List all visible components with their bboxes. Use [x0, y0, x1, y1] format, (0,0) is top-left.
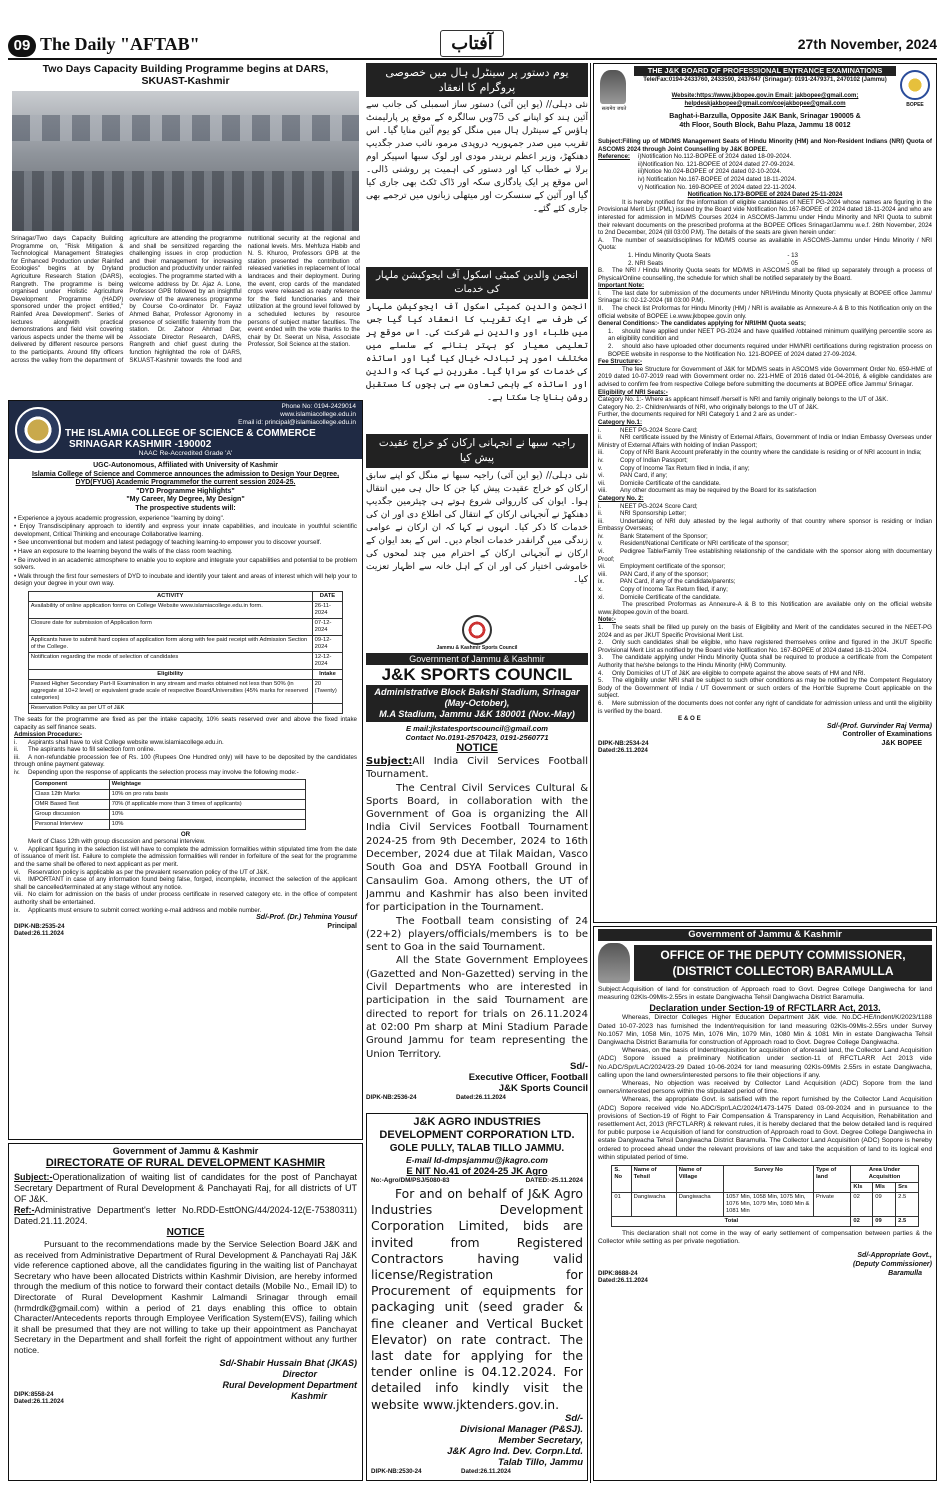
table-row	[28, 601, 343, 618]
rural-dated: Dated:26.11.2024	[14, 1397, 64, 1405]
dc-para-4: Whereas, the appropriate Govt. is satisfied with the report furnished by the Collector Land Acquisition (ADC) Sopore received vide No.ADC/Spr/LAC/2024/1473-1475 Dated 03-09-2024 and in pursuance to the provisions of Section-19 of Right to Fair Compensation & Transparency in Land Acquisition, Rehabilitation and resettlement Act, 2013 (RFCTLARR) & relevant rules, it is hereby declared that the below detailed land is required for public purpose i.e Acquisition of land for construction of Approach road to Govt. Degree College Dangiwecha in estate Dangiwacha Tehsil Dangiwacha District Baramulla. The Collector Land Acquisition (ADC) Sopore is hereby ordered to proceed ahead under the relevant provisions of law and take the acquisition of land to its logical end within stipulated period of time.	[598, 1096, 932, 1161]
list-item: iv. Depending upon the response of applicants the selection process may involve the following mode:-	[14, 769, 299, 777]
list-item: • Experience a joyous academic progression, experience "learning by doing".	[14, 514, 225, 522]
table-cell: 70% (if applicable more than 3 times of applicants)	[109, 799, 306, 809]
emblem-icon	[598, 943, 630, 983]
agro-dated: Dated:26.11.2024	[461, 1467, 511, 1475]
dc-baramulla-declaration	[593, 926, 937, 1481]
agro-enit: E NIT No.41 of 2024-25 JK Agro	[406, 1166, 548, 1177]
list-item: v. Applicant figuring in the selection list will have to complete the admission formalities within stipulated time from the date of issuance of merit list. Failure to complete the admission formalities will render in forfeiture of the seat for the programme and the same shall be offered to next applicant as per merit.	[14, 845, 357, 869]
bopee-addr-2: 4th Floor, South Block, Bahu Plaza, Jammu 18 0012	[679, 122, 851, 129]
table-row	[33, 799, 306, 809]
islamia-h4: "My Career, My Degree, My Design"	[126, 496, 245, 504]
agro-body: For and on behalf of J&K Agro Industries Development Corporation Limited, bids are invited from Registered Contractors having valid license/Registration for Procurement of equipments for packaging unit (seed grader & fine cleaner and Vertical Bucket Elevator) on rate contract. The last date for applying for the tender online is 04.12.2024. For detailed info kindly visit the website www.jktenders.gov.in.	[371, 1186, 583, 1412]
table-row	[612, 1217, 918, 1227]
column-divider	[590, 63, 591, 1483]
list-item: 1. Hindu Minority Quota Seats - 13	[628, 251, 798, 259]
list-item: • Enjoy Transdisciplinary approach to identify and express your innate capabilities, and inculcate in youthful scientific development, Critical Thinking and encourage Collaborative learning.	[14, 523, 357, 538]
bopee-desig-1: Controller of Examinations	[842, 731, 932, 739]
bopee-logo-caption: BOPEE	[906, 102, 924, 108]
bopee-references	[598, 153, 932, 191]
dc-dated: Dated:26.11.2024	[598, 1276, 648, 1284]
agro-sd: Sd/-	[565, 1412, 583, 1424]
list-item: 1. should have applied under NEET PG-2024 and have qualified /obtained minimum qualifying percentile score as an eligibility condition and	[608, 327, 932, 343]
islamia-highlights-list	[14, 515, 357, 588]
list-item: 5. The eligibility under NRI shall be subject to such other conditions as may be notified by the Competent Regulatory Body of the Government of India / UT Government or such orders of the Hon'ble Supreme Court applicable on the subject.	[598, 677, 932, 700]
bopee-web[interactable]: Website:https://www.jkbopee.gov.in Email: jakbopee@gmail.com; helpdeskjakbopee@gmail.com/coejakbopee@gmail.com	[671, 93, 859, 107]
emblem-icon	[600, 70, 626, 104]
dc-para-5: This declaration shall not come in the way of early settlement of compensation between parties & the Collector while setting as per private negotiation.	[598, 1230, 932, 1246]
list-item: i. NEET PG-2024 Score Card;	[598, 502, 698, 510]
islamia-logo	[15, 407, 61, 453]
agro-ref-date: DATED:-25.11.2024	[525, 1177, 583, 1184]
issue-date: 27th November, 2024	[797, 36, 937, 52]
rural-ref: Ref:-Administrative Department's letter No.RDD-EsttONG/44/2024-12(E-75380311) Dated.21.11.2024.	[14, 1205, 357, 1226]
table-row	[33, 819, 306, 829]
list-item: vi. Pedigree Table/Family Tree establishing relationship of the candidate with the sponsor along with documentary Proof;	[598, 548, 932, 563]
dc-para-2: Whereas, on the basis of Indent/requisition for acquisition of aforesaid land, the Collector Land Acquisition (ADC) Sopore issued a preliminary Notification under section-11 of RFCTLARR Act 2013 vide No.ADC/Spr/LAC/2024/23-29 Dated 10-06-2024 for land measuring 02Kls-09Mls 2.55rs in estate Dangiwacha, calling upon the land owners/interested persons to file their objections if any.	[598, 1047, 932, 1079]
bopee-ref-label: Reference:	[598, 153, 630, 161]
table-header: ACTIVITY	[28, 591, 312, 601]
table-row	[28, 679, 343, 703]
list-item: • See unconventional but modern and latest pedagogy of teaching learning-to empower you to discover yourself.	[14, 539, 322, 547]
paper-name: The Daily "AFTAB"	[40, 34, 200, 54]
dc-desig-2: Baramulla	[888, 1269, 922, 1277]
islamia-signature: Sd/-Prof. (Dr.) Tehmina Yousuf	[256, 914, 357, 922]
bopee-cat2-list	[598, 503, 932, 602]
table-cell	[312, 703, 343, 713]
masthead	[8, 6, 937, 58]
table-cell: 10% on pro rata basis	[109, 789, 306, 799]
sports-org: J&K Sports Council	[498, 1082, 588, 1094]
list-item: 2. should also have uploaded other documents required under HM/NRI certifications during registration process on BOPEE website in response to the Notification No. 121-BOPEE of 2024 dated 27-09-2024.	[608, 343, 932, 358]
table-header: Name of Tehsil	[631, 1166, 676, 1193]
islamia-schedule-table	[28, 591, 344, 714]
table-cell: Closure date for submission of Application form	[28, 618, 312, 635]
table-cell: 07-12-2024	[312, 618, 343, 635]
list-item: viii. Any other document as may be required by the Board for its satisfaction	[598, 487, 817, 495]
bopee-fee-head: Fee Structure:-	[598, 358, 643, 366]
list-item: ii. The aspirants have to fill selection form online.	[14, 746, 156, 754]
dars-article	[8, 63, 363, 398]
table-header-row	[612, 1166, 918, 1183]
table-cell: Availability of online application forms on College Website www.islamiacollege.edu.in form.	[28, 601, 312, 618]
bopee-item-a: A. The number of seats/disciplines for MD/MS course as available in ASCOMS-Jammu under Hindu Minority / NRI Quota:	[598, 236, 932, 252]
islamia-designation: Principal	[327, 922, 357, 930]
sports-logo	[462, 615, 492, 645]
sports-para-2: The Football team consisting of 24 (22+2) players/officials/members is to be sent to Goa in the said Tournament.	[366, 915, 588, 954]
table-cell: 02	[851, 1193, 873, 1217]
table-cell: 12-12-2024	[312, 652, 343, 669]
bopee-cat1-list	[598, 427, 932, 495]
list-item: 3. The candidate applying under Hindu Minority Quota shall be required to produce a certificate from the Competent Authority that he/she belongs to the Hindu Minority (HM) Community.	[598, 654, 932, 669]
agro-sign-2: Member Secretary,	[498, 1434, 583, 1446]
bopee-general-head: General Conditions:- The candidates applying for NRI/HM Quota seats;	[598, 320, 806, 328]
sports-sd: Sd/-	[570, 1060, 588, 1072]
sports-contact: Contact No.0191-2570423, 0191-2560771	[405, 733, 549, 742]
dc-govt: Government of Jammu & Kashmir	[598, 929, 932, 941]
list-item: vii. Domicile Certificate of the candidate.	[598, 479, 721, 487]
dc-para-3: Whereas, No objection was received by Collector Land Acquisition (ADC) Sopore from the land owners/interested persons within the stipulated period of time.	[598, 1080, 932, 1096]
page-number-badge: 09	[8, 35, 36, 57]
bopee-seats-list	[598, 252, 798, 267]
dc-dipk: DIPK:8688-24	[598, 1269, 638, 1277]
islamia-h3: "DYD Programme Highlights"	[136, 487, 235, 495]
table-cell: 20 (Twenty)	[312, 679, 343, 703]
list-item: i. Aspirants shall have to visit College website www.islamiacollege.edu.in.	[14, 738, 224, 746]
dc-desig-1: (Deputy Commissioner)	[853, 1261, 932, 1269]
sports-sign: Executive Officer, Football	[468, 1071, 588, 1083]
bopee-addr-1: Baghat-i-Barzulla, Opposite J&K Bank, Srinagar 190005 &	[669, 113, 861, 120]
dc-title: OFFICE OF THE DEPUTY COMMISSIONER, (DISTRICT COLLECTOR) BARAMULLA	[634, 945, 932, 981]
bopee-dipk: DIPK-NB:2534-24	[598, 739, 649, 747]
list-item: 2. Only such candidates shall be eligible, who have registered themselves online and figured in the JKUT Specific Provisional Merit List as notified by the Board vide Notification No. 167-BOPEE of 2024 dated 18-11-2024.	[598, 639, 932, 654]
list-item: iii. A non-refundable procession fee of Rs. 100 (Rupees One Hundred only) will have to be deposited by the candidates through online payment gateway.	[14, 753, 357, 769]
dars-headline: Two Days Capacity Building Programme begins at DARS, SKUAST-Kashmir	[42, 63, 329, 87]
dc-land-table	[611, 1165, 918, 1227]
urdu-news-column	[366, 63, 588, 613]
table-cell: 09	[873, 1217, 896, 1227]
table-cell: 2.5	[896, 1217, 918, 1227]
table-cell: Passed Higher Secondary Part-II Examination in any stream and marks obtained not less than 50% (in aggregate at 10+2 level) or equivalent grade scale of respective Board/Universities (45% marks for reserved categories)	[28, 679, 312, 703]
list-item: iii)Notice No.024-BOPEE of 2024 dated 02-10-2024.	[638, 168, 782, 176]
list-item: 6. Mere submission of the documents does not confer any right of candidate for admission unless and until the eligibility is verified by the board.	[598, 699, 932, 715]
list-item: • Have an exposure to the learning beyond the walls of the class room teaching.	[14, 547, 233, 555]
dc-subject: Subject:Acquisition of land for construction of Approach road to Govt. Degree College Dangiwecha for land measuring 02Kls-09Mls-2.55rs in estate Dangiwacha Tehsil Dangiwacha District Baramulla.	[598, 986, 932, 1002]
urdu-article-1: نئی دہلی// (یو این آئی) دستور ساز اسمبلی کی جانب سے آئین ہند کو اپنانے کی 75ویں سالگرہ کے موقع پر پارلیمنٹ ہاؤس کے سینٹرل ہال میں منگل کو یوم آئین منایا گیا۔ اس تقریب میں صدر جمہوریہ دروپدی مرمو، نائب صدر جگدیپ دھنکھڑ، وزیر اعظم نریندر مودی اور لوک سبھا اسپیکر اوم برلا نے خطاب کیا اور دستور کی اہمیت پر روشنی ڈالی۔ اس موقع پر ایک یادگاری سکہ اور ڈاک ٹکٹ بھی جاری کیا گیا اور آئین کے سنسکرت اور میتھلی زبانوں میں ترجمے بھی جاری کئے گئے۔	[366, 100, 588, 214]
table-row	[28, 635, 343, 652]
islamia-admission-list	[14, 739, 357, 777]
sports-addr-2: M.A Stadium, Jammu J&K 180001 (Nov.-May)	[379, 709, 575, 719]
islamia-website[interactable]: www.islamiacollege.edu.in	[280, 411, 356, 418]
rural-desig-2: Rural Development Department	[222, 1379, 357, 1390]
list-item: iv) Notification No.167-BOPEE of 2024 dated 18-11-2024.	[638, 175, 797, 183]
list-item: v. Copy of Income Tax Return filed in India, if any;	[598, 464, 750, 472]
urdu-headline-2: انجمن والدین کمیٹی اسکول آف ایجوکیشن ملہار کی خدمات	[366, 267, 588, 299]
table-cell: 1057 Min, 1058 Min, 1075 Min, 1076 Min, 1079 Min, 1080 Min & 1081 Min	[723, 1193, 813, 1217]
urdu-headline-3: راجیہ سبھا نے انجہانی ارکان کو خراج عقیدت پیش کیا	[366, 434, 588, 468]
rural-desig-3: Kashmir	[290, 1390, 327, 1401]
table-header: Component	[33, 779, 110, 789]
bopee-tel: Tele/Fax:0194-2433760, 2433590, 2437647 (Srinagar): 0191-2479371, 2470102 (Jammu)	[643, 77, 887, 83]
islamia-seats-note: The seats for the programme are fixed as per the intake capacity, 10% seats reserved over and above the fixed intake capacity as self finance seats.	[14, 715, 357, 731]
agro-address: GOLE PULLY, TALAB TILLO JAMMU.	[389, 1143, 565, 1154]
urdu-article-3: نئی دہلی// (یو این آئی) راجیہ سبھا نے منگل کو اپنے سابق ارکان کو خراج عقیدت پیش کیا جن کا حال ہی میں انتقال ہوا۔ ایوان کی کارروائی شروع ہوتے ہی چیئرمین جگدیپ دھنکھڑ نے آنجہانی ارکان کے انتقال کی اطلاع دی اور ان کی خدمات کا ذکر کیا۔ انہوں نے کہا کہ ان ارکان نے عوامی زندگی میں گرانقدر خدمات انجام دیں۔ اس کے بعد ایوان کے ارکان نے آنجہانی ارکان کے احترام میں چند لمحوں کی خاموشی اختیار کی اور ان کے اہل خانہ سے اظہار تعزیت کیا۔	[366, 471, 588, 585]
bopee-para-1: It is hereby notified for the information of eligible candidates of NEET PG-2024 whose names are figuring in the Provisional Merit List (PML) issued by the Board vide Notification No.167-BOPEE of 2024 dated 18-11-2024 and who are interested for admission in MD/MS Courses 2024 in ASCOMS-Jammu under Hindu Minority and NRI Quota to submit their relevant documents on the prescribed proforma at the BOPEE Offices Srinagar/Jammu w.e.f. 26th November, 2024 to 2nd December, 2024 (till 03:00 P.M). The details of the seats are given herein under:	[598, 198, 932, 237]
sports-govt-bar: Government of Jammu & Kashmir	[366, 653, 588, 665]
table-cell: Reservation Policy as per UT of J&K	[28, 703, 312, 713]
islamia-header	[9, 401, 362, 459]
table-row	[28, 652, 343, 669]
islamia-mode-table	[32, 779, 306, 830]
bopee-logo	[900, 70, 930, 100]
table-header: DATE	[312, 591, 343, 601]
sports-para-3: All the State Government Employees (Gazetted and Non-Gazetted) serving in the Civil Departments who are interested in participation in the said Tournament are directed to report for trials on 26.11.2024 at 02:00 Pm sharp at Mini Stadium Parade Ground Jammu for team representing the Union Territory.	[366, 955, 588, 1060]
list-item: ix. PAN Card, if any of the candidate/parents;	[598, 578, 736, 586]
list-item: xi. Domicile Certificate of the candidate.	[598, 593, 721, 601]
islamia-admission-head: Admission Procedure:-	[14, 731, 83, 739]
list-item: iii. Copy of NRI Bank Account preferably in the country where the candidate is residing or of NRI account in India;	[598, 449, 922, 457]
islamia-name: THE ISLAMIA COLLEGE OF SCIENCE & COMMERCE	[65, 428, 316, 439]
table-header: Srs	[896, 1183, 918, 1193]
table-cell: 10%	[109, 809, 306, 819]
table-header-row	[28, 591, 343, 601]
bopee-eoe: E & O E	[678, 715, 701, 723]
table-cell: 2.5	[896, 1193, 918, 1217]
table-header: Survey No	[723, 1166, 813, 1193]
list-item: ii)Notification No. 121-BOPEE of 2024 dated 27-09-2024.	[638, 160, 795, 168]
rural-sign: Sd/-Shabir Hussain Bhat (JKAS)	[219, 1357, 357, 1368]
islamia-h1: UGC-Autonomous, Affiliated with University of Kashmir	[93, 462, 278, 469]
table-header-row	[33, 779, 306, 789]
islamia-or: OR	[180, 830, 191, 838]
list-item: viii. PAN Card, if any of the sponsor;	[598, 570, 709, 578]
sports-subject: Subject:All India Civil Services Football Tournament.	[366, 756, 588, 781]
list-item: • Be involved in an academic atmosphere to enable you to explore and integrate your capabilities and potential to be problem solvers.	[14, 556, 357, 572]
table-header: Area Under Acquisition	[851, 1166, 918, 1183]
islamia-merit-note: Merit of Class 12th with group discussion and personal interview.	[28, 838, 206, 846]
list-item: vii. Employment certificate of the sponsor;	[598, 563, 726, 571]
table-row	[28, 618, 343, 635]
agro-dipk: DIPK-NB:2530-24	[371, 1467, 422, 1475]
agro-industries-tender	[366, 1113, 588, 1481]
list-item: vi. Reservation policy is applicable as per the prevalent reservation policy of the UT of J&K.	[14, 868, 270, 876]
list-item: ii. NRI Sponsorship Letter;	[598, 510, 687, 518]
rural-desig-1: Director	[282, 1368, 317, 1379]
bopee-title: THE J&K BOARD OF PROFESSIONAL ENTRANCE EXAMINATIONS	[634, 66, 896, 76]
list-item: • Walk through the first four semesters of DYD to incubate and identify your talent and areas of interest which will help your to design your degree in your own way.	[14, 572, 357, 588]
dc-para-1: Whereas, Director Colleges Higher Education Department J&K vide. No.DC-HE/Indent/K/2023/1188 Dated 10-07-2023 has furnished the Indent/requisition for land measuring 02Kls-09Mls-2.55rs under Survey No.1057 Min, 1058 Min, 1075 Min, 1076 Min, 1079 Min, 1080 Min & 1081 Min in estate Dangiwacha Tehsil Dangiwacha District Baramulla for construction of Approach road to Govt. Degree College Dangiwacha.	[598, 1014, 932, 1047]
table-header: Weightage	[109, 779, 306, 789]
agro-email[interactable]: E-mail Id-dmpsjammu@jkagro.com	[406, 1155, 548, 1165]
list-item: ix. Applicants must ensure to submit correct working e-mail address and mobile number.	[14, 906, 262, 914]
sports-name: J&K SPORTS COUNCIL	[381, 665, 573, 684]
masthead-rule	[8, 58, 937, 60]
bopee-notification-no: Notification No.173-BOPEE of 2024 Dated 25-11-2024	[687, 191, 843, 199]
table-cell: Applicants have to submit hard copies of application form along with fee paid receipt with Admission Section of the College.	[28, 635, 312, 652]
bopee-elig-2: Category No. 2:- Children/wards of NRI, who originally belongs to the UT of J&K.	[598, 403, 819, 411]
table-row	[33, 809, 306, 819]
table-cell: 09	[873, 1193, 896, 1217]
list-item: x. Copy of Income Tax Return filed, if any;	[598, 586, 728, 594]
emblem-caption: सत्यमेव जयते	[601, 106, 627, 112]
rural-title: DIRECTORATE OF RURAL DEVELOPMENT KASHMIR	[45, 1157, 326, 1169]
table-cell: Dangiwacha	[631, 1193, 676, 1217]
bopee-cat2-head: Category No. 2:	[598, 494, 644, 502]
list-item: iv. Bank Statement of the Sponsor;	[598, 532, 708, 540]
rural-development-notice	[8, 1143, 363, 1481]
list-item: 2. NRI Seats - 05	[628, 259, 798, 267]
rural-govt: Government of Jammu & Kashmir	[112, 1146, 259, 1156]
table-header: Mls	[873, 1183, 896, 1193]
bopee-notification	[593, 63, 937, 923]
table-header: Name of Village	[676, 1166, 723, 1193]
rural-body: Pursuant to the recommendations made by the Service Selection Board J&K and as received from Administrative Department of Rural Development & Panchayati Raj J&K vide reference captioned above, all the candidates figuring in the waiting list of Panchayat Secretary who have been allocated Districts within Kashmir Division, are hereby informed through the medium of this notice to forward their contact details (Mobile No., Email ID) to Directorate of Rural Development Kashmir Lalmandi Srinagar through email (hrmdrdk@gmail.com) within a period of 21 days enabling this office to obtain Character/Antecedents reports through Employee Verification System(EVS), failing which it shall be presumed that they are not willing to take up their appointment as Panchayat Secretary in the Department and shall forfeit the right of appointment without any further notice.	[14, 1239, 357, 1355]
list-item: iv. Copy of Indian Passport;	[598, 456, 688, 464]
bopee-fee: The fee Structure for Government of J&K for MD/MS seats in ASCOMS vide Government Order No. 659-HME of 2019 dated 10-07-2019 read with Government order no. 221-HME of 2016 dated 01-04-2016, & eligible candidates are advised to confirm fee from respective College before submitting the documents at BOPEE office Jammu/ Srinagar.	[598, 365, 932, 388]
dc-declaration: Declaration under Section-19 of RFCTLARR Act, 2013.	[649, 1003, 881, 1014]
list-item: I. The last date for submission of the documents under NRI/Hindu Minority Quota physically at BOPEE office Jammu/ Srinagar is: 02-12-2024 (till 03:00 P.M).	[598, 289, 932, 305]
bopee-proforma: The prescribed Proformas as Annexure-A & B to this Notification are available only on the official website www.jkbopee.gov.in of the board.	[598, 601, 932, 616]
bopee-subject: Subject:Filling up of MD/MS Management Seats of Hindu Minority (HM) and Non-Resident Indians (NRI) Quota of ASCOMS 2024 through Joint Counselling by J&K BOPEE.	[598, 138, 932, 153]
sports-email[interactable]: E mail:jkstatesportscouncil@gmail.com	[406, 724, 548, 733]
list-item: v) Notification No. 169-BOPEE of 2024 dated 22-11-2024.	[638, 183, 797, 191]
bopee-important-head: Important Note:	[598, 282, 645, 290]
table-cell: Notification regarding the mode of selection of candidates	[28, 652, 312, 669]
rural-notice-title: NOTICE	[166, 1227, 205, 1238]
sports-dipk: DIPK-NB:2536-24	[366, 1093, 417, 1101]
list-item: vii. IMPORTANT in case of any information found being false, forged, incomplete, incorrect the selection of the applicant shall be cancelled/terminated at any stage without any notice.	[14, 876, 357, 891]
sports-dated: Dated:26.11.2024	[456, 1093, 506, 1101]
table-cell: 01	[612, 1193, 631, 1217]
table-cell: 26-11-2024	[312, 601, 343, 618]
table-cell: Personal Interview	[33, 819, 110, 829]
islamia-h2: Islamia College of Science and Commerce announces the admission to Design Your Degree, DYD(FYUG) Academic Programmefor the current session 2024-25.	[31, 470, 340, 487]
agro-ref: No:-Agro/DM/PSJ/5080-83	[371, 1177, 450, 1184]
table-cell: Total	[612, 1217, 851, 1227]
bopee-cat1-head: Category No.1:	[598, 418, 643, 426]
table-cell: 10%	[109, 819, 306, 829]
islamia-dated: Dated:26.11.2024	[14, 929, 64, 937]
islamia-city: SRINAGAR KASHMIR -190002	[69, 439, 212, 450]
list-item: iii. Undertaking of NRI duly attested by the legal authority of that country where sponsor is residing or Indian Embassy Overseas;	[598, 517, 932, 533]
agro-name: J&K AGRO INDUSTRIES DEVELOPMENT CORPORATION LTD.	[379, 1116, 575, 1141]
table-cell: Intake	[312, 669, 343, 679]
table-row	[28, 703, 343, 713]
list-item: i)Notification No.112-BOPEE of 2024 dated 18-09-2024.	[638, 153, 792, 161]
sports-notice-title: NOTICE	[456, 742, 498, 754]
urdu-headline-1: یوم دستور پر سینٹرل ہال میں خصوصی پروگرام کا انعقاد	[366, 63, 588, 97]
islamia-phone: Phone No: 0194-2429014	[281, 403, 356, 410]
dc-sign: Sd/-Appropriate Govt.,	[857, 1252, 932, 1260]
sports-addr-1: Administrative Block Bakshi Stadium, Srinagar (May-October),	[374, 687, 580, 708]
sports-council-notice	[366, 615, 588, 1110]
table-cell: Eligibility	[28, 669, 312, 679]
table-cell: Private	[813, 1193, 850, 1217]
bopee-item-b: B. The NRI / Hindu Minority Quota seats for MD/MS in ASCOMS shall be filled up separately through a process of Physical/Online counselling, the schedule for which shall be notified separately by the Board.	[598, 267, 932, 282]
agro-sign-1: Divisional Manager (P&SJ).	[459, 1423, 583, 1435]
list-item: 1. The seats shall be filled up purely on the basis of Eligibility and Merit of the candidates secured in the NEET-PG 2024 and as per JKUT Specific Provisional Merit List.	[598, 624, 932, 639]
table-cell: 09-12-2024	[312, 635, 343, 652]
sports-para-1: The Central Civil Services Cultural & Sports Board, in collaboration with the Government of Goa is organizing the All India Civil Services Football Tournament 2024-25 from 9th December, 2024 to 16th December, 2024 due at Tilak Maidan, Vasco South Goa and DSYA Football Ground in Cansaulim Goa. Among others, the UT of Jammu and Kashmir has also been invited for participation in the Tournament.	[366, 782, 588, 914]
islamia-h5: The prospective students will:	[135, 504, 236, 512]
list-item: II. The check list Proformas for Hindu Minority (HM) / NRI is available as Annexure-A & B to this Notification only on the official website of BOPEE i.e.www.jkbopee.gov.in only.	[598, 305, 932, 320]
table-row	[612, 1193, 918, 1217]
agro-sign-3: J&K Agro Ind. Dev. Corpn.Ltd.	[447, 1445, 583, 1457]
islamia-email[interactable]: Email id: principal@islamiacollege.edu.in	[238, 419, 356, 426]
islamia-naac: NAAC Re-Accredited Grade 'A'	[138, 450, 233, 457]
islamia-dipk: DIPK-NB:2535-24	[14, 922, 65, 930]
sports-logo-caption: Jammu & Kashmir Sports Council	[436, 645, 518, 651]
rural-subject: Subject:-Operationalization of waiting list of candidates for the post of Panchayat Secretary Department of Rural Development & Panchayati Raj, for all districts of UT OF J&K.	[14, 1172, 357, 1204]
list-item: vi. PAN Card, if any;	[598, 472, 668, 480]
bopee-note-head: Note:-	[598, 616, 616, 624]
bopee-desig-2: J&K BOPEE	[881, 739, 922, 747]
islamia-more-list	[14, 846, 357, 914]
table-cell: Dangiwacha	[676, 1193, 723, 1217]
table-header: Type of land	[813, 1166, 850, 1193]
bopee-elig-head: Eligibility of NRI Seats:-	[598, 388, 668, 396]
table-row	[28, 669, 343, 679]
dars-photo	[12, 91, 359, 231]
table-cell: OMR Based Test	[33, 799, 110, 809]
agro-sign-4: Talab Tillo, Jammu	[498, 1456, 583, 1468]
table-cell: 02	[851, 1217, 873, 1227]
rural-dipk: DIPK:8558-24	[14, 1390, 54, 1398]
list-item: i. NEET PG-2024 Score Card;	[598, 426, 698, 434]
dars-body: Srinagar/Two days Capacity Building Programme on, "Risk Mitigation & Technological Management Strategies for Enhanced Production under Rainfed Ecologies" begins at by Dryland Agriculture Research Station (DARS), Rangreth. The programme is being organised under Holistic Agriculture Development Programme (HADP) sponsored under the project entitled," Rainfed Area Development". Series of lectures alongwith practical demonstrations and field visit covering various aspects under the theme will be delivered by different resource persons to the participants. Around fifty officers across the valley from the department of agriculture are attending the programme and shall be sensitized regarding the challenging issues in crop production and their management for increasing production and productivity under rainfed ecologies. The programme started with a welcome address by Dr. Ajaz A. Lone, Professor GPB followed by an insightful overview of the awareness programme by Course Co-ordinator Dr. Fayaz Ahmed Bahar, Professor Agronomy in presence of scientific fraternity from the station. Dr. Zahoor Ahmad Dar, Associate Director Research, DARS, Rangreth and chief guest during the function highlighted the role of DARS, SKUAST-Kashmir towards the food and nutritional security at the regional and national levels. Mrs. Mehfuza Habib and N. S. Khuroo, Professors GPB at the station presented the contribution of released varieties in replacement of local landraces and their deployment. During the event, crop cards of the mandated crops were released as ready reference for the field functionaries and their utilization at the ground level followed by a scheduled lectures by resource persons of subject matter faculties. The event ended with the vote thanks to the chair by Dr. Seerat un Nisa, Associate Professor, Soil Science at the station.	[11, 235, 360, 364]
list-item: ii. NRI certificate issued by the Ministry of External Affairs, Government of India or Indian Embassy Overseas under Ministry of External Affairs with holding of Indian Passport;	[598, 434, 932, 449]
masthead-logo: آفتاب	[440, 30, 504, 57]
table-cell: Class 12th Marks	[33, 789, 110, 799]
table-cell: Group discussion	[33, 809, 110, 819]
table-header: Kls	[851, 1183, 873, 1193]
list-item: v. Resident/National Certificate or NRI certificate of the sponsor;	[598, 540, 789, 548]
bopee-sign: Sd/-(Prof. Gurvinder Raj Verma)	[826, 722, 932, 730]
bopee-elig-1: Category No. 1:- Where as applicant himself /herself is NRI and family originally belongs to the UT of J&K.	[598, 396, 889, 404]
islamia-college-ad	[8, 400, 363, 1140]
bopee-dated: Dated:26.11.2024	[598, 746, 648, 754]
table-header: S. No	[612, 1166, 631, 1193]
bopee-notes-list	[598, 624, 932, 715]
table-row	[33, 789, 306, 799]
list-item: viii. No claim for admission on the basis of under process certificate in reserved category etc. in the office of competent authority shall be entertained.	[14, 891, 357, 906]
list-item: 4. Only Domiciles of UT of J&K are eligible to compete against the above seats of HM and NRI.	[598, 669, 866, 677]
urdu-article-2: انجمن والدین کمیٹی اسکول آف ایجوکیشن ملہار کی طرف سے ایک تقریب کا انعقاد کیا گیا جس میں طلباء اور والدین نے شرکت کی۔ اس موقع پر تعلیمی معیار کو بہتر بنانے کے سلسلے میں مختلف امور پر تبادلہ خیال کیا گیا اور اساتذہ کی خدمات کو سراہا گیا۔ مقررین نے کہا کہ والدین اور اساتذہ کے باہمی تعاون سے ہی بچوں کا مستقبل روشن بنایا جا سکتا ہے۔	[366, 302, 588, 403]
bopee-elig-3: Further, the documents required for NRI Category 1 and 2 are as under:-	[598, 411, 797, 419]
